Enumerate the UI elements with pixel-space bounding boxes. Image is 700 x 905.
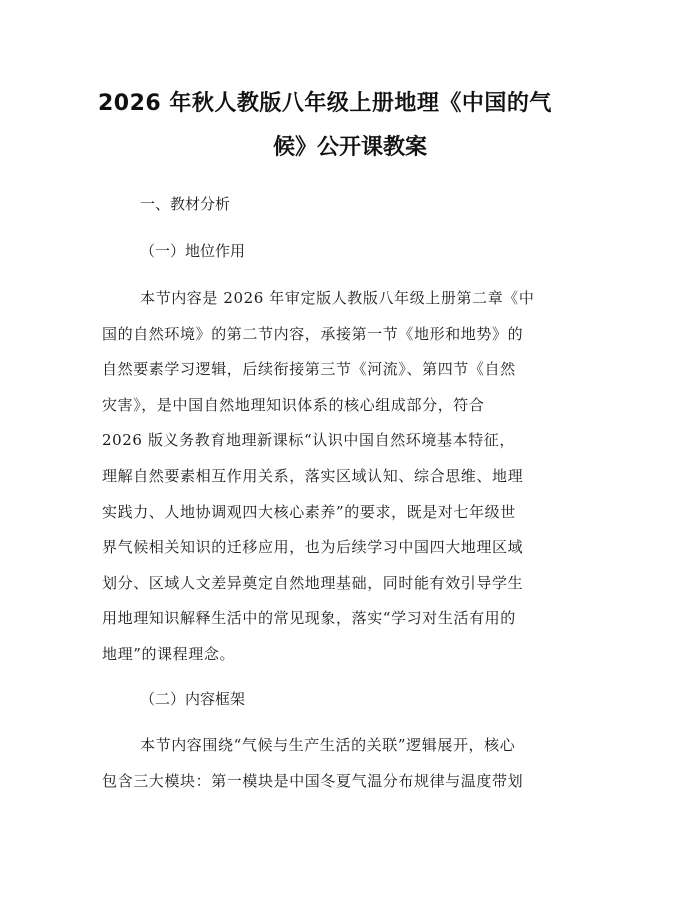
paragraph-line: 划分、区域人文差异奠定自然地理基础，同时能有效引导学生 bbox=[102, 573, 524, 592]
paragraph-line: 本节内容是 2026 年审定版人教版八年级上册第二章《中 bbox=[140, 289, 535, 307]
subsection-heading-position-role: （一）地位作用 bbox=[140, 242, 246, 260]
paragraph-line: 本节内容围绕“气候与生产生活的关联”逻辑展开，核心 bbox=[140, 736, 516, 754]
paragraph-content-framework bbox=[102, 728, 602, 799]
paragraph-line: 2026 版义务教育地理新课标“认识中国自然环境基本特征， bbox=[102, 431, 516, 450]
paragraph-line: 理解自然要素相互作用关系，落实区域认知、综合思维、地理 bbox=[102, 466, 524, 485]
document-title-line-2: 候》公开课教案 bbox=[272, 135, 427, 160]
paragraph-line: 灾害》，是中国自然地理知识体系的核心组成部分，符合 bbox=[102, 395, 485, 414]
paragraph-line: 界气候相关知识的迁移应用，也为后续学习中国四大地理区域 bbox=[102, 538, 524, 557]
subsection-heading-content-framework: （二）内容框架 bbox=[140, 690, 246, 708]
paragraph-line: 用地理知识解释生活中的常见现象，落实“学习对生活有用的 bbox=[102, 609, 516, 628]
paragraph-position-role bbox=[102, 281, 602, 673]
document-title-line-1: 2026 年秋人教版八年级上册地理《中国的气 bbox=[98, 91, 552, 116]
paragraph-line: 实践力、人地协调观四大核心素养”的要求，既是对七年级世 bbox=[102, 502, 516, 521]
section-heading-teaching-material-analysis: 一、教材分析 bbox=[140, 195, 231, 213]
paragraph-line: 包含三大模块：第一模块是中国冬夏气温分布规律与温度带划 bbox=[102, 771, 524, 790]
paragraph-line: 地理”的课程理念。 bbox=[102, 644, 236, 663]
paragraph-line: 自然要素学习逻辑，后续衔接第三节《河流》、第四节《自然 bbox=[102, 360, 516, 379]
paragraph-line: 国的自然环境》的第二节内容，承接第一节《地形和地势》的 bbox=[102, 324, 524, 343]
